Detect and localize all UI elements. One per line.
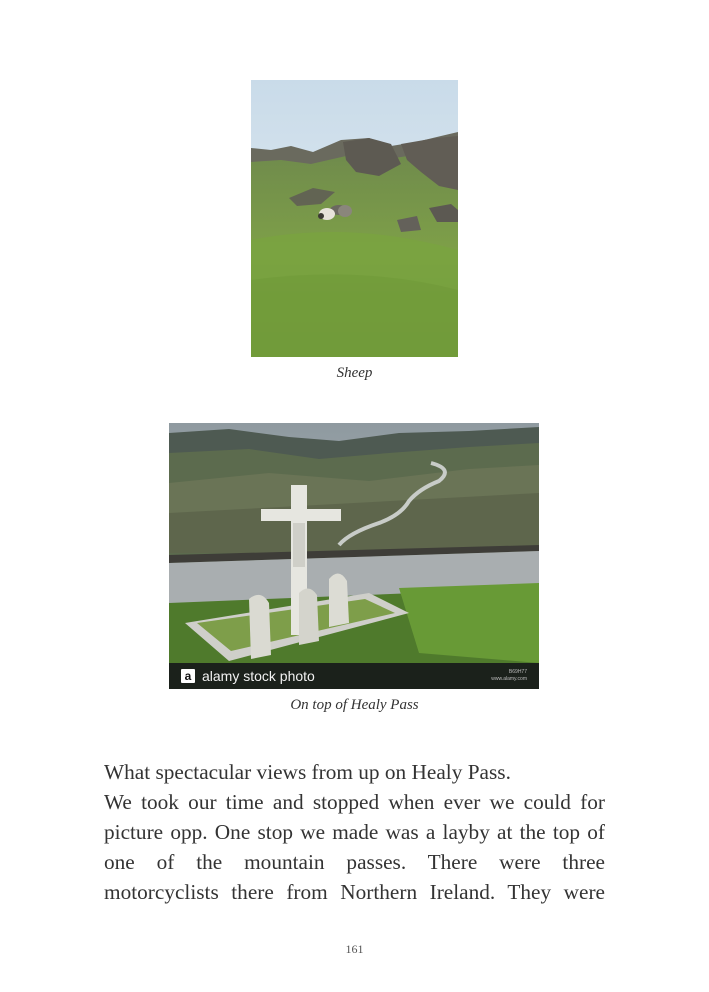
watermark-url: www.alamy.com — [491, 676, 527, 682]
figure-caption-sheep: Sheep — [336, 365, 373, 381]
paragraph-story: We took our time and stopped when ever we could for picture opp. One stop we made was a layby at the top of one of the mountain passes. There were three motorcyclists there from Northern Ireland. They were — [104, 790, 605, 904]
sheep-photo — [251, 80, 458, 357]
paragraph-intro: What spectacular views from up on Healy Pass. — [104, 760, 511, 784]
watermark-id: B69H77 — [508, 669, 527, 675]
alamy-logo-icon: a — [181, 669, 195, 683]
watermark-text: alamy stock photo — [202, 668, 315, 684]
healy-pass-photo — [169, 423, 539, 689]
page-number: 161 — [345, 942, 364, 956]
body-text — [104, 757, 605, 907]
figure-caption-healy-pass: On top of Healy Pass — [290, 697, 419, 713]
alamy-watermark — [169, 663, 539, 689]
